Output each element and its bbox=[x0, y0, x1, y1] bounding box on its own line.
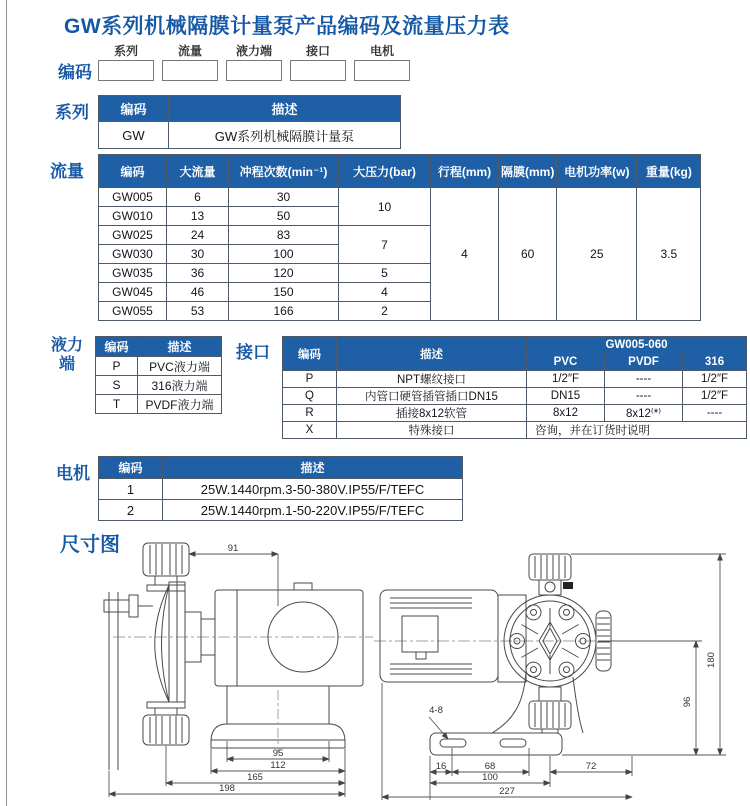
pressure-cell: 5 bbox=[339, 264, 431, 283]
cell: 8x12 bbox=[527, 405, 605, 422]
header-cell: 大流量 bbox=[167, 155, 229, 188]
cell: 24 bbox=[167, 226, 229, 245]
cell: P bbox=[283, 371, 337, 388]
dim-center-to-right: 72 bbox=[585, 761, 597, 772]
dim-base-198: 198 bbox=[219, 783, 235, 794]
code-builder bbox=[98, 44, 428, 84]
liquid-end-section-label bbox=[42, 336, 92, 374]
code-box bbox=[290, 60, 346, 81]
cell: PVDF液力端 bbox=[138, 395, 222, 414]
cell: GW045 bbox=[99, 283, 167, 302]
cell: 6 bbox=[167, 188, 229, 207]
header-cell: 描述 bbox=[138, 337, 222, 357]
cell: 36 bbox=[167, 264, 229, 283]
interface-table bbox=[282, 336, 747, 439]
cell: 特殊接口 bbox=[337, 422, 527, 439]
cell: 1/2″F bbox=[527, 371, 605, 388]
code-builder-label: 编码 bbox=[58, 63, 92, 82]
table-row bbox=[99, 479, 463, 500]
page-title: GW系列机械隔膜计量泵产品编码及流量压力表 bbox=[64, 15, 510, 38]
liquid-end-label-line1: 液力 bbox=[50, 337, 83, 354]
cell: 1 bbox=[99, 479, 163, 500]
table-row bbox=[283, 405, 747, 422]
cell: P bbox=[96, 357, 138, 376]
dim-bottom-16: 16 bbox=[435, 761, 447, 772]
cell: ---- bbox=[605, 388, 683, 405]
cell: 83 bbox=[229, 226, 339, 245]
cell: GW030 bbox=[99, 245, 167, 264]
pump-side-view-drawing bbox=[95, 540, 380, 800]
dim-bottom-100: 100 bbox=[482, 772, 498, 783]
header-cell: PVDF bbox=[605, 354, 683, 371]
pressure-cell: 2 bbox=[339, 302, 431, 321]
header-cell-group: GW005-060 bbox=[527, 337, 747, 354]
dim-base-112: 112 bbox=[270, 760, 286, 771]
header-cell: 描述 bbox=[169, 96, 401, 122]
table-row bbox=[96, 357, 222, 376]
code-slot-liquid-end bbox=[226, 44, 282, 81]
dim-knob-to-motor: 91 bbox=[227, 543, 239, 554]
code-slot-label: 流量 bbox=[177, 44, 202, 58]
cell: GW035 bbox=[99, 264, 167, 283]
cell: GW bbox=[99, 122, 169, 149]
dim-mount-holes: 4-8 bbox=[429, 705, 443, 716]
cell: 166 bbox=[229, 302, 339, 321]
flow-section-label: 流量 bbox=[50, 162, 84, 181]
table-row bbox=[96, 395, 222, 414]
cell: NPT螺纹接口 bbox=[337, 371, 527, 388]
header-cell: 编码 bbox=[283, 337, 337, 371]
header-cell: PVC bbox=[527, 354, 605, 371]
dim-base-to-center: 96 bbox=[682, 696, 693, 708]
cell: GW025 bbox=[99, 226, 167, 245]
stroke-cell: 4 bbox=[431, 188, 499, 321]
cell: ---- bbox=[683, 405, 747, 422]
cell: 2 bbox=[99, 500, 163, 521]
table-header-row bbox=[283, 337, 747, 354]
cell: 内管口硬管插管插口DN15 bbox=[337, 388, 527, 405]
cell: 150 bbox=[229, 283, 339, 302]
code-box bbox=[98, 60, 154, 81]
cell: 50 bbox=[229, 207, 339, 226]
code-slot-motor bbox=[354, 44, 410, 81]
table-row bbox=[283, 371, 747, 388]
liquid-end-table bbox=[95, 336, 222, 414]
code-slot-flow bbox=[162, 44, 218, 81]
table-header-row bbox=[99, 155, 701, 188]
motor-table bbox=[98, 456, 463, 521]
cell: 120 bbox=[229, 264, 339, 283]
pump-front-view-drawing bbox=[372, 550, 747, 806]
code-box bbox=[162, 60, 218, 81]
header-cell: 冲程次数(min⁻¹) bbox=[229, 155, 339, 188]
cell: 46 bbox=[167, 283, 229, 302]
code-slot-label: 电机 bbox=[369, 44, 394, 58]
power-cell: 25 bbox=[557, 188, 637, 321]
series-section-label: 系列 bbox=[55, 103, 89, 122]
dim-base-165: 165 bbox=[247, 772, 263, 783]
code-slot-label: 接口 bbox=[305, 44, 330, 58]
code-box bbox=[226, 60, 282, 81]
cell: Q bbox=[283, 388, 337, 405]
dim-overall-height: 180 bbox=[706, 652, 717, 668]
cell: 13 bbox=[167, 207, 229, 226]
cell: 8x12⁽*⁾ bbox=[605, 405, 683, 422]
weight-cell: 3.5 bbox=[637, 188, 701, 321]
table-header-row bbox=[96, 337, 222, 357]
code-slot-label: 系列 bbox=[113, 44, 138, 58]
page-left-border bbox=[6, 0, 7, 806]
cell: 插接8x12软管 bbox=[337, 405, 527, 422]
code-box bbox=[354, 60, 410, 81]
header-cell: 编码 bbox=[99, 155, 167, 188]
header-cell: 隔膜(mm) bbox=[499, 155, 557, 188]
header-cell: 316 bbox=[683, 354, 747, 371]
cell: GW055 bbox=[99, 302, 167, 321]
cell: 100 bbox=[229, 245, 339, 264]
cell: PVC液力端 bbox=[138, 357, 222, 376]
dim-base-95: 95 bbox=[272, 748, 284, 759]
table-row bbox=[99, 188, 701, 207]
dim-bottom-227: 227 bbox=[499, 786, 515, 797]
table-header-row bbox=[99, 457, 463, 479]
cell: X bbox=[283, 422, 337, 439]
special-note-cell: 咨询，并在订货时说明 bbox=[527, 422, 747, 439]
table-row bbox=[99, 122, 401, 149]
pressure-cell: 10 bbox=[339, 188, 431, 226]
cell: 25W.1440rpm.1-50-220V.IP55/F/TEFC bbox=[163, 500, 463, 521]
cell: S bbox=[96, 376, 138, 395]
dim-bottom-68: 68 bbox=[484, 761, 496, 772]
header-cell: 行程(mm) bbox=[431, 155, 499, 188]
table-row bbox=[283, 422, 747, 439]
table-row bbox=[283, 388, 747, 405]
header-cell: 重量(kg) bbox=[637, 155, 701, 188]
cell: GW005 bbox=[99, 188, 167, 207]
diaphragm-cell: 60 bbox=[499, 188, 557, 321]
liquid-end-label-line2: 端 bbox=[58, 356, 75, 373]
table-row bbox=[99, 500, 463, 521]
cell: ---- bbox=[605, 371, 683, 388]
cell: 1/2″F bbox=[683, 371, 747, 388]
cell: DN15 bbox=[527, 388, 605, 405]
cell: T bbox=[96, 395, 138, 414]
cell: 53 bbox=[167, 302, 229, 321]
code-slot-series bbox=[98, 44, 154, 81]
cell: 30 bbox=[229, 188, 339, 207]
dimensions-section-label: 尺寸图 bbox=[60, 534, 120, 556]
cell: 316液力端 bbox=[138, 376, 222, 395]
cell: 25W.1440rpm.3-50-380V.IP55/F/TEFC bbox=[163, 479, 463, 500]
interface-section-label: 接口 bbox=[236, 343, 270, 362]
header-cell: 描述 bbox=[337, 337, 527, 371]
table-header-row bbox=[99, 96, 401, 122]
code-slot-interface bbox=[290, 44, 346, 81]
header-cell: 编码 bbox=[96, 337, 138, 357]
series-table bbox=[98, 95, 401, 149]
header-cell: 编码 bbox=[99, 457, 163, 479]
flow-table bbox=[98, 154, 701, 321]
pressure-cell: 4 bbox=[339, 283, 431, 302]
cell: GW系列机械隔膜计量泵 bbox=[169, 122, 401, 149]
pressure-cell: 7 bbox=[339, 226, 431, 264]
header-cell: 大压力(bar) bbox=[339, 155, 431, 188]
cell: 1/2″F bbox=[683, 388, 747, 405]
table-row bbox=[96, 376, 222, 395]
motor-section-label: 电机 bbox=[56, 464, 90, 483]
cell: R bbox=[283, 405, 337, 422]
header-cell: 编码 bbox=[99, 96, 169, 122]
cell: GW010 bbox=[99, 207, 167, 226]
header-cell: 电机功率(w) bbox=[557, 155, 637, 188]
cell: 30 bbox=[167, 245, 229, 264]
header-cell: 描述 bbox=[163, 457, 463, 479]
code-slot-label: 液力端 bbox=[235, 44, 272, 58]
